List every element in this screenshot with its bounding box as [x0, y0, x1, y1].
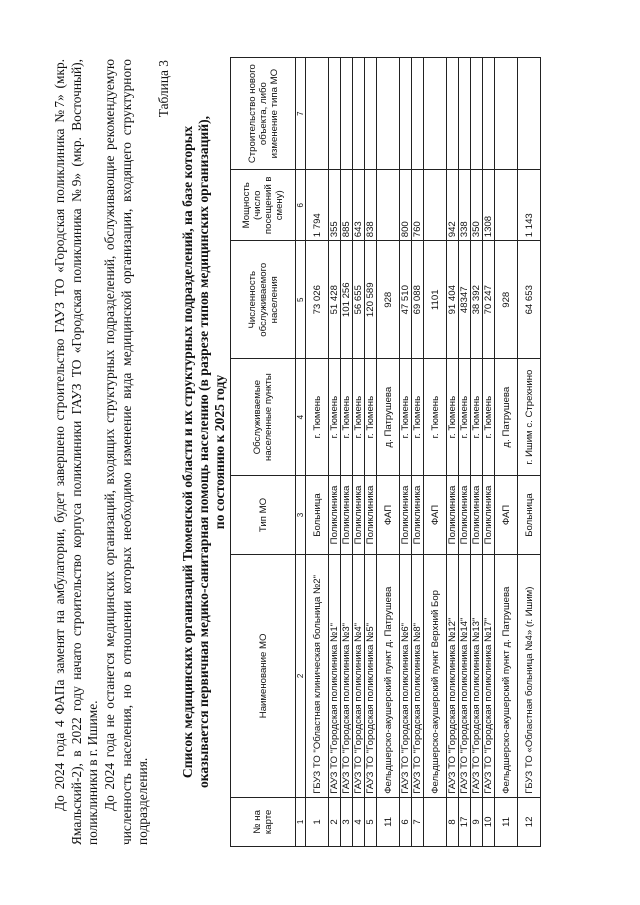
- org-name-cell: ГАУЗ ТО "Городская поликлиника №5": [365, 555, 377, 798]
- map-number-cell: 1: [306, 797, 329, 846]
- map-number-cell: 3: [341, 797, 353, 846]
- settlements-cell: г. Тюмень: [459, 359, 471, 476]
- settlements-cell: г. Тюмень: [483, 359, 495, 476]
- construction-cell: [483, 58, 495, 170]
- column-number: 7: [296, 58, 306, 170]
- settlements-cell: г. Тюмень: [329, 359, 341, 476]
- org-type-cell: Поликлиника: [459, 476, 471, 555]
- column-number: 5: [296, 241, 306, 359]
- column-number: 6: [296, 170, 306, 241]
- construction-cell: [412, 58, 424, 170]
- population-cell: 120 589: [365, 241, 377, 359]
- construction-cell: [459, 58, 471, 170]
- construction-cell: [400, 58, 412, 170]
- settlements-cell: г. Тюмень: [447, 359, 459, 476]
- capacity-cell: [377, 170, 400, 241]
- settlements-cell: г. Тюмень: [424, 359, 447, 476]
- capacity-cell: 942: [447, 170, 459, 241]
- table-row: [400, 58, 412, 847]
- population-cell: 70 247: [483, 241, 495, 359]
- org-name-cell: ГАУЗ ТО "Городская поликлиника №4": [353, 555, 365, 798]
- construction-cell: [365, 58, 377, 170]
- map-number-cell: 9: [471, 797, 483, 846]
- column-header: Численность обслуживаемого населения: [231, 241, 296, 359]
- construction-cell: [306, 58, 329, 170]
- column-number: 1: [296, 797, 306, 846]
- population-cell: 64 653: [518, 241, 541, 359]
- paragraph-organizations: [102, 59, 152, 845]
- construction-cell: [329, 58, 341, 170]
- org-type-cell: ФАП: [424, 476, 447, 555]
- capacity-cell: 1 143: [518, 170, 541, 241]
- column-header: № на карте: [231, 797, 296, 846]
- org-type-cell: Поликлиника: [483, 476, 495, 555]
- settlements-cell: г. Ишим с. Стрехнино: [518, 359, 541, 476]
- capacity-cell: 760: [412, 170, 424, 241]
- population-cell: 38 392: [471, 241, 483, 359]
- map-number-cell: 5: [365, 797, 377, 846]
- construction-cell: [518, 58, 541, 170]
- paragraph-construction: [52, 59, 102, 845]
- org-type-cell: Поликлиника: [447, 476, 459, 555]
- table-header-row: [231, 58, 296, 847]
- capacity-cell: 800: [400, 170, 412, 241]
- heading-line: по состоянию к 2025 году: [212, 374, 227, 530]
- map-number-cell: 11: [377, 797, 400, 846]
- construction-cell: [353, 58, 365, 170]
- org-name-cell: ГБУЗ ТО «Областная больница №4» (г. Ишим): [518, 555, 541, 798]
- organizations-table: [230, 57, 541, 847]
- org-name-cell: ГАУЗ ТО "Городская поликлиника №3": [341, 555, 353, 798]
- table-row: [459, 58, 471, 847]
- column-header: Строительство нового объекта, либо изменение типа МО: [231, 58, 296, 170]
- settlements-cell: г. Тюмень: [412, 359, 424, 476]
- capacity-cell: [495, 170, 518, 241]
- table-row: [365, 58, 377, 847]
- map-number-cell: 11: [495, 797, 518, 846]
- org-name-cell: Фельдшерско-акушерский пункт д. Патрушева: [495, 555, 518, 798]
- construction-cell: [377, 58, 400, 170]
- org-type-cell: Больница: [518, 476, 541, 555]
- capacity-cell: 1 794: [306, 170, 329, 241]
- org-name-cell: ГАУЗ ТО "Городская поликлиника №17": [483, 555, 495, 798]
- settlements-cell: г. Тюмень: [353, 359, 365, 476]
- column-number: 3: [296, 476, 306, 555]
- map-number-cell: 8: [447, 797, 459, 846]
- settlements-cell: г. Тюмень: [365, 359, 377, 476]
- map-number-cell: 2: [329, 797, 341, 846]
- org-name-cell: Фельдшерско-акушерский пункт д. Патрушева: [377, 555, 400, 798]
- heading-line: оказывается первичная медико-санитарная помощь населению (в разрезе типов медицинских организаций),: [196, 115, 211, 789]
- column-header: Мощность (число посещений в смену): [231, 170, 296, 241]
- table-row: [329, 58, 341, 847]
- org-name-cell: Фельдшерско-акушерский пункт Верхний Бор: [424, 555, 447, 798]
- column-number-row: [296, 58, 306, 847]
- org-type-cell: Больница: [306, 476, 329, 555]
- table-row: [471, 58, 483, 847]
- population-cell: 1101: [424, 241, 447, 359]
- org-name-cell: ГБУЗ ТО "Областная клиническая больница №2": [306, 555, 329, 798]
- org-name-cell: ГАУЗ ТО "Городская поликлиника №1": [329, 555, 341, 798]
- org-type-cell: Поликлиника: [365, 476, 377, 555]
- capacity-cell: 1308: [483, 170, 495, 241]
- construction-cell: [447, 58, 459, 170]
- construction-cell: [341, 58, 353, 170]
- capacity-cell: [424, 170, 447, 241]
- capacity-cell: 838: [365, 170, 377, 241]
- population-cell: 928: [377, 241, 400, 359]
- map-number-cell: 4: [353, 797, 365, 846]
- table-row: [377, 58, 400, 847]
- map-number-cell: 6: [400, 797, 412, 846]
- table-body: [306, 58, 541, 847]
- capacity-cell: 338: [459, 170, 471, 241]
- org-type-cell: Поликлиника: [471, 476, 483, 555]
- table-heading: [180, 57, 228, 847]
- org-name-cell: ГАУЗ ТО "Городская поликлиника №12": [447, 555, 459, 798]
- column-header: Наименование МО: [231, 555, 296, 798]
- org-type-cell: ФАП: [377, 476, 400, 555]
- population-cell: 928: [495, 241, 518, 359]
- map-number-cell: 17: [459, 797, 471, 846]
- org-name-cell: ГАУЗ ТО "Городская поликлиника №6": [400, 555, 412, 798]
- settlements-cell: д. Патрушева: [495, 359, 518, 476]
- org-type-cell: Поликлиника: [353, 476, 365, 555]
- population-cell: 56 655: [353, 241, 365, 359]
- table-row: [424, 58, 447, 847]
- population-cell: 51 428: [329, 241, 341, 359]
- table-row: [353, 58, 365, 847]
- table-number-label: Таблица 3: [156, 60, 171, 118]
- table-row: [341, 58, 353, 847]
- capacity-cell: 885: [341, 170, 353, 241]
- org-name-cell: ГАУЗ ТО "Городская поликлиника №14": [459, 555, 471, 798]
- construction-cell: [471, 58, 483, 170]
- table-row: [306, 58, 329, 847]
- population-cell: 91 404: [447, 241, 459, 359]
- column-number: 2: [296, 555, 306, 798]
- settlements-cell: г. Тюмень: [471, 359, 483, 476]
- table-row: [495, 58, 518, 847]
- map-number-cell: 10: [483, 797, 495, 846]
- map-number-cell: 7: [412, 797, 424, 846]
- column-header: Обслуживаемые населенные пункты: [231, 359, 296, 476]
- capacity-cell: 350: [471, 170, 483, 241]
- paragraph-text: До 2024 года не останется медицинских организаций, входящих структурных подразделений, обслуживающие рекомендуемую численность населения, но в отношении которых необходимо изменение вида медицинской организации, входящего структурного подразделения.: [102, 59, 151, 845]
- heading-line: Список медицинских организаций Тюменской области и их структурных подразделений, на базе которых: [180, 125, 195, 779]
- population-cell: 48347: [459, 241, 471, 359]
- construction-cell: [424, 58, 447, 170]
- org-type-cell: Поликлиника: [341, 476, 353, 555]
- capacity-cell: 643: [353, 170, 365, 241]
- population-cell: 101 256: [341, 241, 353, 359]
- population-cell: 47 510: [400, 241, 412, 359]
- settlements-cell: г. Тюмень: [306, 359, 329, 476]
- table-row: [412, 58, 424, 847]
- construction-cell: [495, 58, 518, 170]
- population-cell: 73 026: [306, 241, 329, 359]
- column-number: 4: [296, 359, 306, 476]
- column-header: Тип МО: [231, 476, 296, 555]
- population-cell: 69 088: [412, 241, 424, 359]
- capacity-cell: 355: [329, 170, 341, 241]
- map-number-cell: [424, 797, 447, 846]
- paragraph-text: До 2024 года 4 ФАПа заменят на амбулатории, будет завершено строительство ГАУЗ ТО «Городская поликлиника №7» (мкр. Ямальский-2), в 2022 году начато строительство корпуса поликлиники ГАУЗ ТО «Городская поликлиника №9» (мкр. Восточный), поликлиники в г. Ишиме.: [52, 59, 101, 845]
- org-name-cell: ГАУЗ ТО "Городская поликлиника №13": [471, 555, 483, 798]
- org-type-cell: Поликлиника: [329, 476, 341, 555]
- settlements-cell: г. Тюмень: [341, 359, 353, 476]
- table-row: [518, 58, 541, 847]
- org-name-cell: ГАУЗ ТО "Городская поликлиника №8": [412, 555, 424, 798]
- settlements-cell: д. Патрушева: [377, 359, 400, 476]
- org-type-cell: ФАП: [495, 476, 518, 555]
- settlements-cell: г. Тюмень: [400, 359, 412, 476]
- map-number-cell: 12: [518, 797, 541, 846]
- table-row: [447, 58, 459, 847]
- table-row: [483, 58, 495, 847]
- org-type-cell: Поликлиника: [400, 476, 412, 555]
- org-type-cell: Поликлиника: [412, 476, 424, 555]
